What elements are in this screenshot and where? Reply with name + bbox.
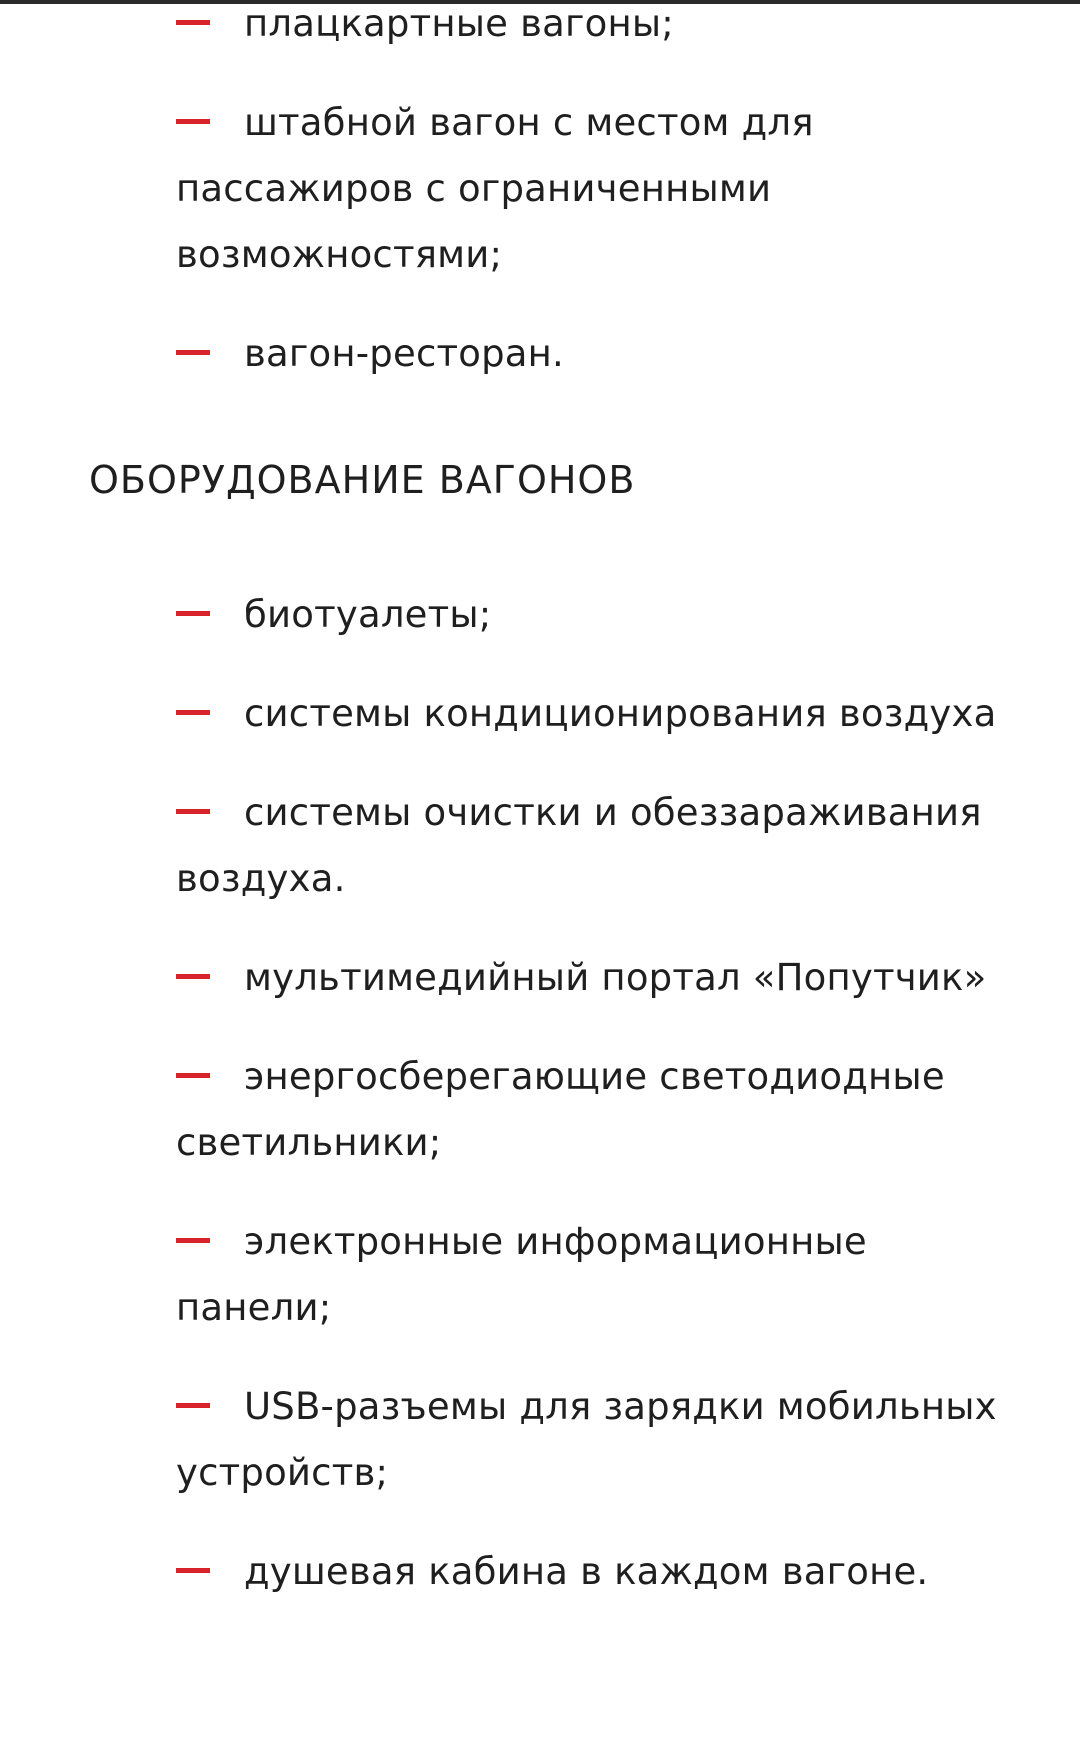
list-item-text: USB-разъемы для зарядки мобильных устройств;: [176, 1385, 997, 1494]
list-item-text: биотуалеты;: [244, 593, 492, 636]
list-item: [176, 1209, 1016, 1341]
list-item: [176, 681, 1016, 747]
list-item-text: электронные информационные панели;: [176, 1220, 867, 1329]
list-item: [176, 1539, 1016, 1605]
section-heading: ОБОРУДОВАНИЕ ВАГОНОВ: [89, 458, 636, 502]
dash-bullet-icon: [176, 1073, 210, 1078]
list-item: [176, 945, 1016, 1011]
list-item-text: штабной вагон с местом для пассажиров с ограниченными возможностями;: [176, 101, 814, 276]
list-item-text: плацкартные вагоны;: [244, 2, 674, 45]
list-item: [176, 321, 1016, 387]
list-item: [176, 1044, 1016, 1176]
list-item: [176, 1374, 1016, 1506]
list-item: [176, 780, 1016, 912]
dash-bullet-icon: [176, 1403, 210, 1408]
car-equipment-list: [176, 582, 1016, 1638]
dash-bullet-icon: [176, 119, 210, 124]
list-item-text: вагон-ресторан.: [244, 332, 564, 375]
dash-bullet-icon: [176, 1238, 210, 1243]
dash-bullet-icon: [176, 350, 210, 355]
dash-bullet-icon: [176, 20, 210, 25]
dash-bullet-icon: [176, 611, 210, 616]
car-types-list: [176, 0, 1016, 420]
list-item-text: энергосберегающие светодиодные светильники;: [176, 1055, 945, 1164]
list-item-text: системы очистки и обеззараживания воздуха.: [176, 791, 982, 900]
list-item-text: системы кондиционирования воздуха: [244, 692, 997, 735]
list-item: [176, 582, 1016, 648]
dash-bullet-icon: [176, 974, 210, 979]
dash-bullet-icon: [176, 809, 210, 814]
list-item-text: душевая кабина в каждом вагоне.: [244, 1550, 929, 1593]
dash-bullet-icon: [176, 1568, 210, 1573]
dash-bullet-icon: [176, 710, 210, 715]
list-item-text: мультимедийный портал «Попутчик»: [244, 956, 987, 999]
list-item: [176, 0, 1016, 57]
list-item: [176, 90, 1016, 288]
